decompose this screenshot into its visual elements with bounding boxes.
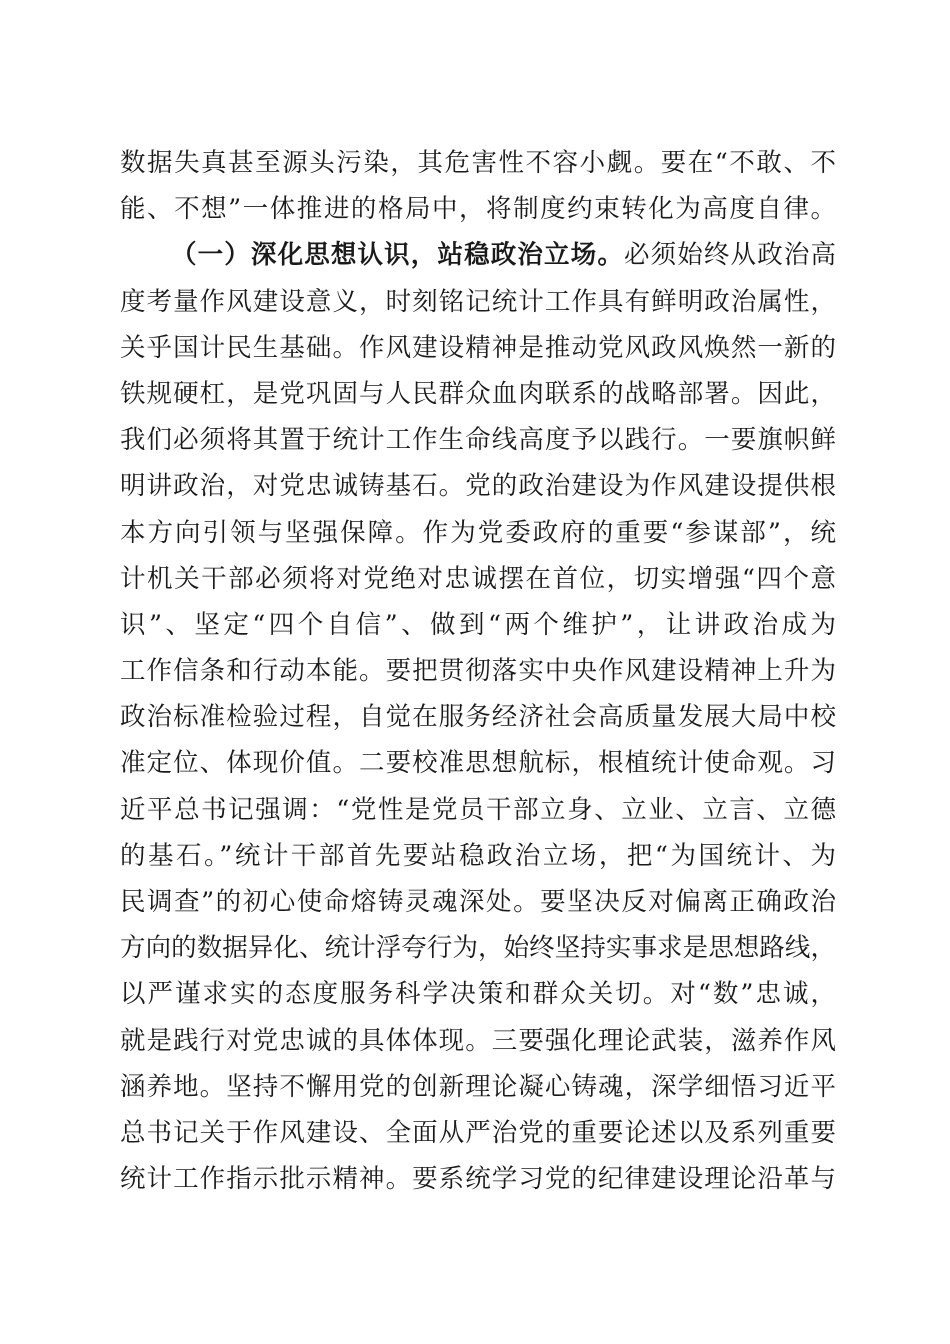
section-heading-line [120, 232, 836, 278]
text-line: 工作信条和行动本能。要把贯彻落实中央作风建设精神上升为 [120, 656, 836, 687]
text-span: 必须始终从政治高 [623, 240, 836, 271]
text-line: 的基石。”统计干部首先要站稳政治立场，把“为国统计、为 [120, 840, 836, 871]
text-line: 以严谨求实的态度服务科学决策和群众关切。对“数”忠诚， [120, 979, 836, 1010]
text-line: 数据失真甚至源头污染，其危害性不容小觑。要在“不敢、不 [120, 148, 836, 178]
text-line: 能、不想”一体推进的格局中，将制度约束转化为高度自律。 [120, 194, 836, 225]
text-line: 计机关干部必须将对党绝对忠诚摆在首位，切实增强“四个意 [120, 563, 836, 594]
text-line: 民调查”的初心使命熔铸灵魂深处。要坚决反对偏离正确政治 [120, 887, 836, 917]
text-line: 政治标准检验过程，自觉在服务经济社会高质量发展大局中校 [120, 702, 836, 733]
text-line: 涵养地。坚持不懈用党的创新理论凝心铸魂，深学细悟习近平 [120, 1071, 836, 1102]
section-heading: （一）深化思想认识，站稳政治立场。 [171, 240, 624, 271]
text-line: 就是践行对党忠诚的具体体现。三要强化理论武装，滋养作风 [120, 1025, 836, 1056]
text-line: 统计工作指示批示精神。要系统学习党的纪律建设理论沿革与 [120, 1164, 836, 1195]
text-line: 方向的数据异化、统计浮夸行为，始终坚持实事求是思想路线， [120, 933, 836, 964]
text-line: 准定位、体现价值。二要校准思想航标，根植统计使命观。习 [120, 748, 836, 779]
text-line: 近平总书记强调：“党性是党员干部立身、立业、立言、立德 [120, 794, 836, 825]
text-line: 我们必须将其置于统计工作生命线高度予以践行。一要旗帜鲜 [120, 425, 836, 456]
text-line: 关乎国计民生基础。作风建设精神是推动党风政风焕然一新的 [120, 332, 836, 363]
text-line: 明讲政治，对党忠诚铸基石。党的政治建设为作风建设提供根 [120, 471, 836, 502]
text-line: 本方向引领与坚强保障。作为党委政府的重要“参谋部”，统 [120, 517, 836, 548]
text-line: 铁规硬杠，是党巩固与人民群众血肉联系的战略部署。因此， [120, 378, 836, 409]
text-line: 度考量作风建设意义，时刻铭记统计工作具有鲜明政治属性， [120, 286, 836, 317]
text-line: 总书记关于作风建设、全面从严治党的重要论述以及系列重要 [120, 1117, 836, 1148]
body-text [120, 140, 836, 1202]
text-line: 识”、坚定“四个自信”、做到“两个维护”，让讲政治成为 [120, 609, 836, 640]
